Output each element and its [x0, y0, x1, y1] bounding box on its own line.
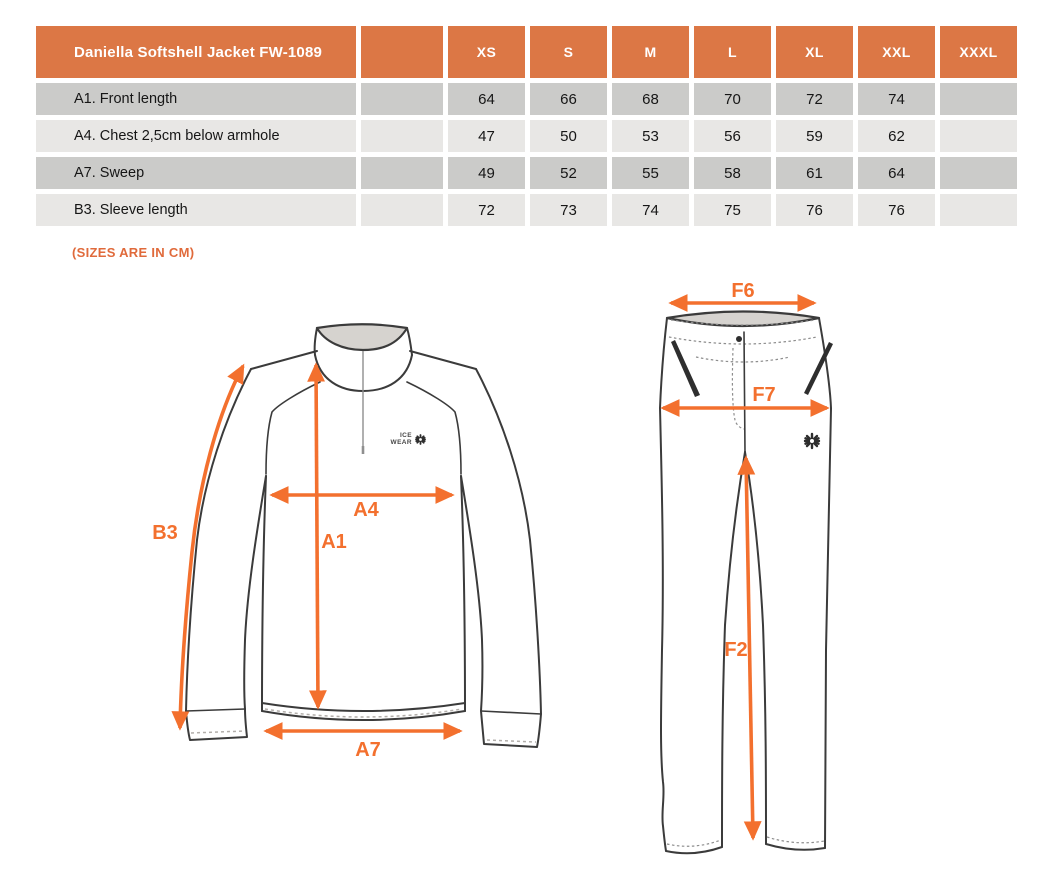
size-header-xxl: XXL [858, 26, 935, 78]
size-header-xl: XL [776, 26, 853, 78]
measurement-value: 64 [858, 157, 935, 189]
jacket-logo [391, 432, 425, 446]
waist-button [736, 336, 742, 342]
measurement-value: 76 [776, 194, 853, 226]
pants-diagram [640, 280, 855, 880]
measurement-value [940, 194, 1017, 226]
measurement-value: 64 [448, 83, 525, 115]
jacket-diagram [135, 300, 615, 780]
jacket-outline [186, 324, 541, 747]
measurement-value: 50 [530, 120, 607, 152]
jacket-dimension-arrows [152, 365, 460, 761]
table-cell-empty [361, 120, 443, 152]
left-pocket [671, 340, 700, 397]
table-cell-empty [361, 83, 443, 115]
table-cell-empty [361, 194, 443, 226]
size-header-xs: XS [448, 26, 525, 78]
row-label: A4. Chest 2,5cm below armhole [36, 120, 356, 152]
measurement-value [940, 120, 1017, 152]
measurement-value: 70 [694, 83, 771, 115]
measurement-value: 72 [448, 194, 525, 226]
measurement-value: 52 [530, 157, 607, 189]
measurement-value: 68 [612, 83, 689, 115]
measurement-value: 76 [858, 194, 935, 226]
a4-label: A4 [353, 499, 379, 521]
measurement-value: 73 [530, 194, 607, 226]
measurement-value: 55 [612, 157, 689, 189]
product-title: Daniella Softshell Jacket FW-1089 [36, 26, 356, 78]
measurement-value: 75 [694, 194, 771, 226]
snowflake-icon [416, 435, 425, 444]
measurement-value: 66 [530, 83, 607, 115]
a1-dimension-arrow [316, 365, 318, 707]
snowflake-icon [805, 434, 819, 448]
size-header-l: L [694, 26, 771, 78]
row-label: A1. Front length [36, 83, 356, 115]
measurement-value: 72 [776, 83, 853, 115]
measurement-value: 74 [612, 194, 689, 226]
f6-label: F6 [731, 280, 755, 302]
size-header-s: S [530, 26, 607, 78]
size-header-m: M [612, 26, 689, 78]
measurement-value [940, 157, 1017, 189]
measurement-value: 61 [776, 157, 853, 189]
b3-dimension-arrow [180, 366, 243, 728]
measurement-value [940, 83, 1017, 115]
measurement-value: 47 [448, 120, 525, 152]
measurement-value: 56 [694, 120, 771, 152]
a7-label: A7 [355, 739, 381, 761]
logo-text-line1: ICE [399, 432, 412, 439]
f2-label: F2 [724, 639, 748, 661]
units-note: (SIZES ARE IN CM) [72, 245, 195, 260]
f7-label: F7 [752, 384, 776, 406]
size-header-xxxl: XXXL [940, 26, 1017, 78]
row-label: B3. Sleeve length [36, 194, 356, 226]
measurement-value: 62 [858, 120, 935, 152]
measurement-value: 58 [694, 157, 771, 189]
table-cell-empty [361, 157, 443, 189]
logo-text-line2: WEAR [390, 439, 412, 446]
size-chart-table [36, 26, 1017, 226]
table-cell-empty [361, 26, 443, 78]
measurement-value: 59 [776, 120, 853, 152]
measurement-value: 53 [612, 120, 689, 152]
measurement-value: 49 [448, 157, 525, 189]
a1-label: A1 [321, 531, 347, 553]
b3-label: B3 [152, 522, 178, 544]
measurement-value: 74 [858, 83, 935, 115]
row-label: A7. Sweep [36, 157, 356, 189]
